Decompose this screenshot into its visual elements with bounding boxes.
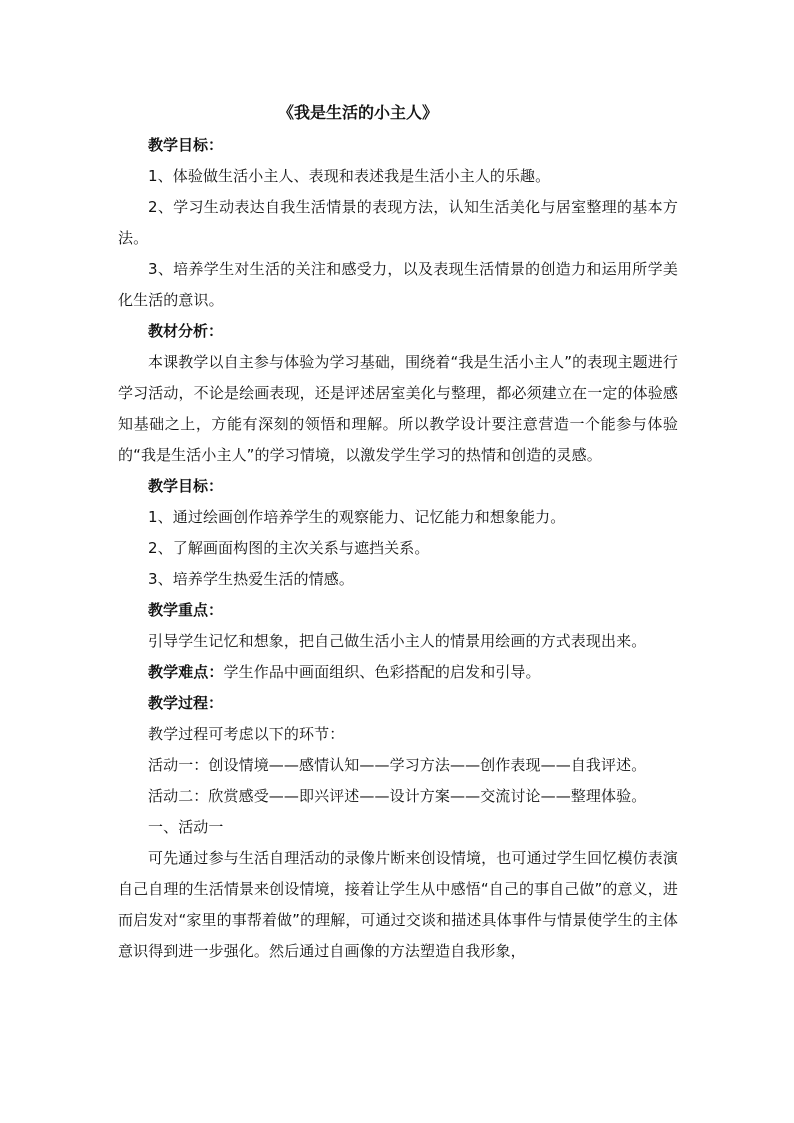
- goal-item-1: 1、体验做生活小主人、表现和表述我是生活小主人的乐趣。: [148, 167, 551, 185]
- heading-key-points: 教学重点：: [148, 601, 224, 619]
- process-intro: 教学过程可考虑以下的环节：: [148, 725, 345, 743]
- difficulty-line: [118, 657, 678, 688]
- heading-teaching-goals-2: 教学目标：: [148, 477, 224, 495]
- key-points-text: 引导学生记忆和想象，把自己做生活小主人的情景用绘画的方式表现出来。: [148, 632, 647, 650]
- goal-item-3: 3、培养学生对生活的关注和感受力，以及表现生活情景的创造力和运用所学美化生活的意识。: [118, 260, 678, 309]
- goal-item-2: 2、学习生动表达自我生活情景的表现方法，认知生活美化与居室整理的基本方法。: [118, 198, 678, 247]
- heading-difficulty: 教学难点：: [148, 663, 224, 681]
- document-body: [118, 98, 678, 967]
- section-activity-1-text: 可先通过参与生活自理活动的录像片断来创设情境，也可通过学生回忆模仿表演自己自理的生活情景来创设情境，接着让学生从中感悟“自己的事自己做”的意义，进而启发对“家里的事帮着做”的理解，可通过交谈和描述具体事件与情景使学生的主体意识得到进一步强化。然后通过自画像的方法塑造自我形象，: [118, 849, 678, 960]
- heading-process: 教学过程：: [148, 694, 224, 712]
- heading-teaching-goals: 教学目标：: [148, 136, 224, 154]
- goal2-item-1: 1、通过绘画创作培养学生的观察能力、记忆能力和想象能力。: [148, 508, 566, 526]
- section-activity-1: 一、活动一: [148, 818, 224, 836]
- heading-material-analysis: 教材分析：: [148, 322, 224, 340]
- document-title: 《我是生活的小主人》: [278, 103, 439, 122]
- goal2-item-2: 2、了解画面构图的主次关系与遮挡关系。: [148, 539, 430, 557]
- difficulty-text: 学生作品中画面组织、色彩搭配的启发和引导。: [223, 663, 541, 681]
- goal2-item-3: 3、培养学生热爱生活的情感。: [148, 570, 354, 588]
- activity-2-line: 活动二：欣赏感受——即兴评述——设计方案——交流讨论——整理体验。: [148, 787, 647, 805]
- material-analysis-text: 本课教学以自主参与体验为学习基础，围绕着“我是生活小主人”的表现主题进行学习活动，不论是绘画表现，还是评述居室美化与整理，都必须建立在一定的体验感知基础之上，方能有深刻的领悟和理解。所以教学设计要注意营造一个能参与体验的“我是生活小主人”的学习情境，以激发学生学习的热情和创造的灵感。: [118, 353, 678, 464]
- activity-1-line: 活动一：创设情境——感情认知——学习方法——创作表现——自我评述。: [148, 756, 647, 774]
